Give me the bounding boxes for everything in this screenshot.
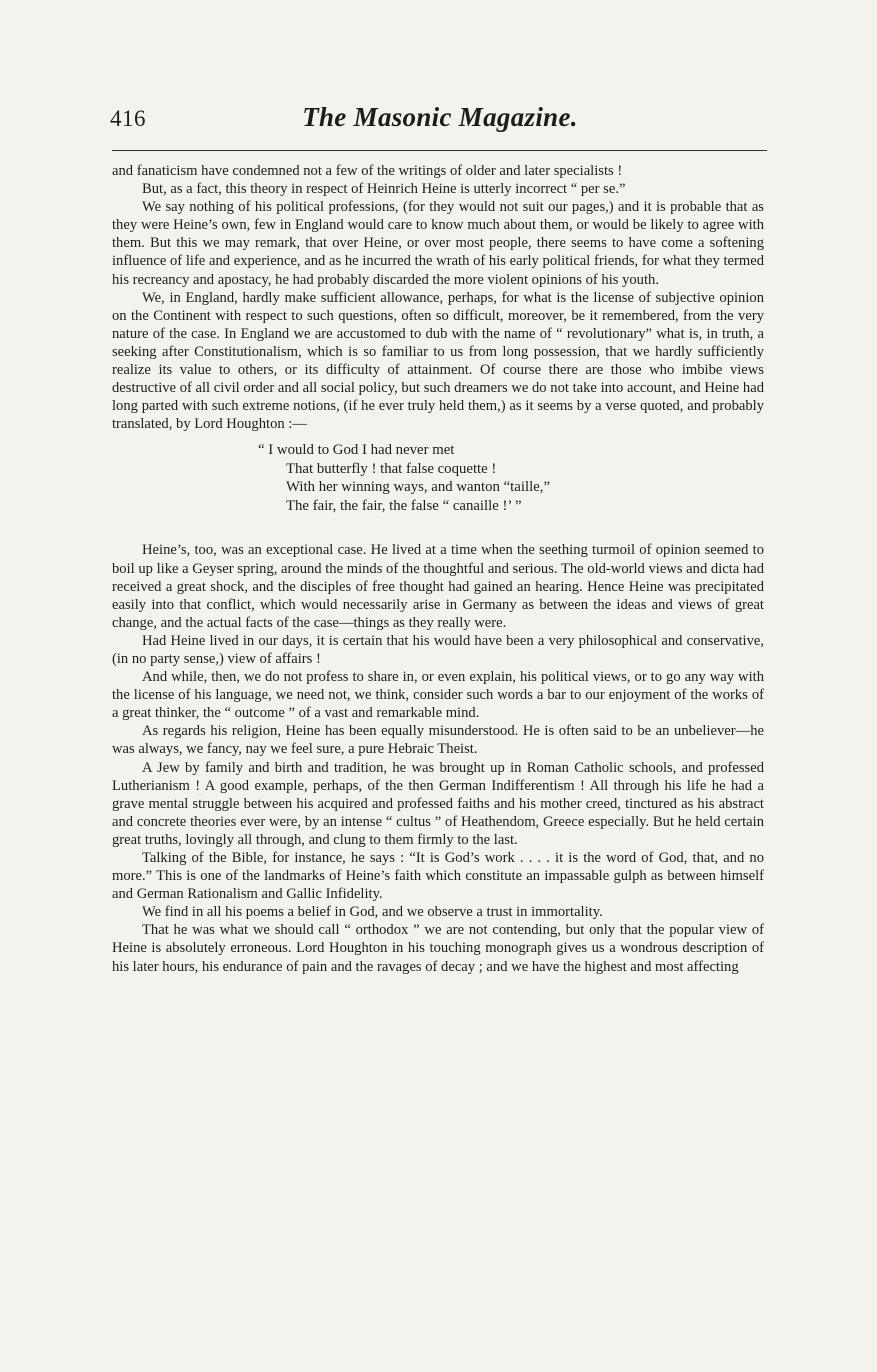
verse-line: “ I would to God I had never met [258,442,455,459]
paragraph: Had Heine lived in our days, it is certain that his would have been a very philosophical and conservative, (in no party sense,) view of affairs ! [112,632,764,667]
paragraph: Heine’s, too, was an exceptional case. He lived at a time when the seething turmoil of opinion seemed to boil up like a Geyser spring, around the minds of the thoughtful and serious. The old-world views and dicta had received a great shock, and the disciples of free thought had gained an hearing. Hence Heine was precipitated easily into that conflict, which would necessarily arise in Germany as between the ideas and views of great change, and the actual facts of the case—things as they really were. [112,542,764,631]
paragraph: and fanaticism have condemned not a few of the writings of older and later specialists ! [112,163,623,179]
paragraph: We say nothing of his political professions, (for they would not suit our pages,) and it is probable that as they were Heine’s own, few in England would care to know much about them, or would be likely to agree with them. But this we may remark, that over Heine, or over most people, there seems to have come a softening influence of life and experience, and as he incurred the wrath of his early political friends, for what they termed his recreancy and apostacy, he had probably discarded the more violent opinions of his youth. [112,199,764,288]
verse-quote [258,441,764,515]
paragraph: We find in all his poems a belief in God, and we observe a trust in immortality. [142,904,603,921]
paragraph: As regards his religion, Heine has been equally misunderstood. He is often said to be an unbeliever—he was always, we fancy, nay we feel sure, a pure Hebraic Theist. [112,723,764,758]
verse-line: That butterfly ! that false coquette ! [286,460,497,477]
paragraph: Talking of the Bible, for instance, he says : “It is God’s work . . . . it is the word of God, that, and no more.” This is one of the landmarks of Heine’s faith which constitute an impassable gulph as between himself and German Rationalism and Gallic Infidelity. [112,850,764,903]
verse-line: With her winning ways, and wanton “taille,” [286,479,551,496]
paragraph: But, as a fact, this theory in respect of Heinrich Heine is utterly incorrect “ per se.” [142,181,626,198]
verse-line: The fair, the fair, the false “ canaille !’ ” [286,497,522,514]
page-number: 416 [110,106,146,131]
paragraph: And while, then, we do not profess to share in, or even explain, his political views, or to go any way with the license of his language, we need not, we think, consider such words a bar to our enjoyment of the works of a great thinker, the “ outcome ” of a vast and remarkable mind. [112,669,764,722]
paragraph: We, in England, hardly make sufficient allowance, perhaps, for what is the license of subjective opinion on the Continent with respect to such questions, often so difficult, moreover, be it remembered, from the very nature of the case. In England we are accustomed to dub with the name of “ revolutionary” what is, in truth, a seeking after Constitutionalism, which is so familiar to us from long possession, that we hardly sufficiently realize its value to others, or its difficulty of attainment. Of course there are those who imbibe views destructive of all civil order and all social policy, but such dreamers we do not take into account, and Heine had long parted with such extreme notions, (if he ever truly held them,) as it seems by a verse quoted, and probably translated, by Lord Houghton :— [112,289,764,433]
paragraph: That he was what we should call “ orthodox ” we are not contending, but only that the popular view of Heine is absolutely erroneous. Lord Houghton in his touching monograph gives us a wondrous description of his later hours, his endurance of pain and the ravages of decay ; and we have the highest and most affecting [112,922,764,975]
article-body [112,162,764,976]
paragraph: A Jew by family and birth and tradition, he was brought up in Roman Catholic schools, and professed Lutherianism ! A good example, perhaps, of the then German Indifferentism ! All through his life he had a grave mental struggle between his acquired and professed faiths and his mother creed, tinctured as his abstract and concrete theories ever were, by an intense “ cultus ” of Heathendom, Greece especially. But he held certain great truths, lovingly all through, and clung to them firmly to the last. [112,759,764,848]
header-rule [112,150,767,151]
page-header [110,100,770,140]
running-title: The Masonic Magazine. [302,102,578,132]
